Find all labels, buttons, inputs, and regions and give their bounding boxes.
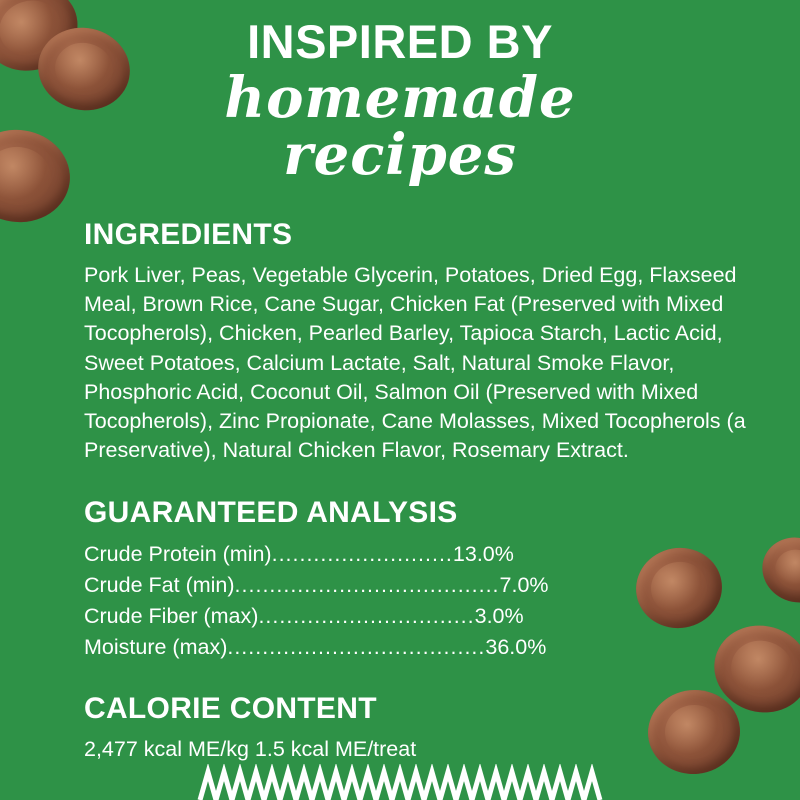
- table-row: [84, 539, 756, 570]
- analysis-value: 13.0%: [452, 541, 514, 566]
- calorie-content-title: CALORIE CONTENT: [84, 692, 377, 726]
- label-content: [84, 218, 756, 764]
- analysis-label: Moisture (max): [84, 634, 228, 659]
- analysis-label: Crude Fat (min): [84, 572, 235, 597]
- table-row: [84, 570, 756, 601]
- analysis-dots: ..........................: [271, 541, 453, 566]
- guaranteed-analysis-title: GUARANTEED ANALYSIS: [84, 495, 458, 529]
- analysis-dots: ...............................: [258, 603, 475, 628]
- headline-line-1: INSPIRED BY: [247, 15, 553, 68]
- table-row: [84, 632, 756, 663]
- ingredients-title: INGREDIENTS: [84, 218, 293, 251]
- table-row: [84, 601, 756, 632]
- analysis-value: 3.0%: [474, 603, 524, 628]
- treat-decor-icon: [753, 527, 800, 613]
- ingredients-text: Pork Liver, Peas, Vegetable Glycerin, Potatoes, Dried Egg, Flaxseed Meal, Brown Rice, Cane Sugar, Chicken Fat (Preserved with Mixed Tocopherols), Chicken, Pearled Barley, Tapioca Starch, Lactic Acid, Sweet Potatoes, Calcium Lactate, Salt, Natural Smoke Flavor, Phosphoric Acid, Coconut Oil, Salmon Oil (Preserved with Mixed Tocopherols), Zinc Propionate, Cane Molasses, Mixed Tocopherols (a Preservative), Natural Chicken Flavor, Rosemary Extract.: [84, 263, 746, 463]
- headline-script-line-1: homemade: [224, 65, 576, 131]
- calorie-content-text: 2,477 kcal ME/kg 1.5 kcal ME/treat: [84, 737, 417, 762]
- headline-script-line-2: recipes: [283, 121, 517, 188]
- zigzag-border-icon: [0, 764, 800, 800]
- analysis-value: 36.0%: [485, 634, 547, 659]
- spacer: [84, 662, 756, 692]
- analysis-dots: ......................................: [234, 572, 500, 597]
- spacer: [84, 466, 756, 496]
- headline: [0, 15, 800, 188]
- analysis-value: 7.0%: [499, 572, 549, 597]
- analysis-label: Crude Fiber (max): [84, 603, 259, 628]
- guaranteed-analysis-rows: [84, 539, 756, 663]
- analysis-label: Crude Protein (min): [84, 541, 272, 566]
- analysis-dots: .....................................: [227, 634, 486, 659]
